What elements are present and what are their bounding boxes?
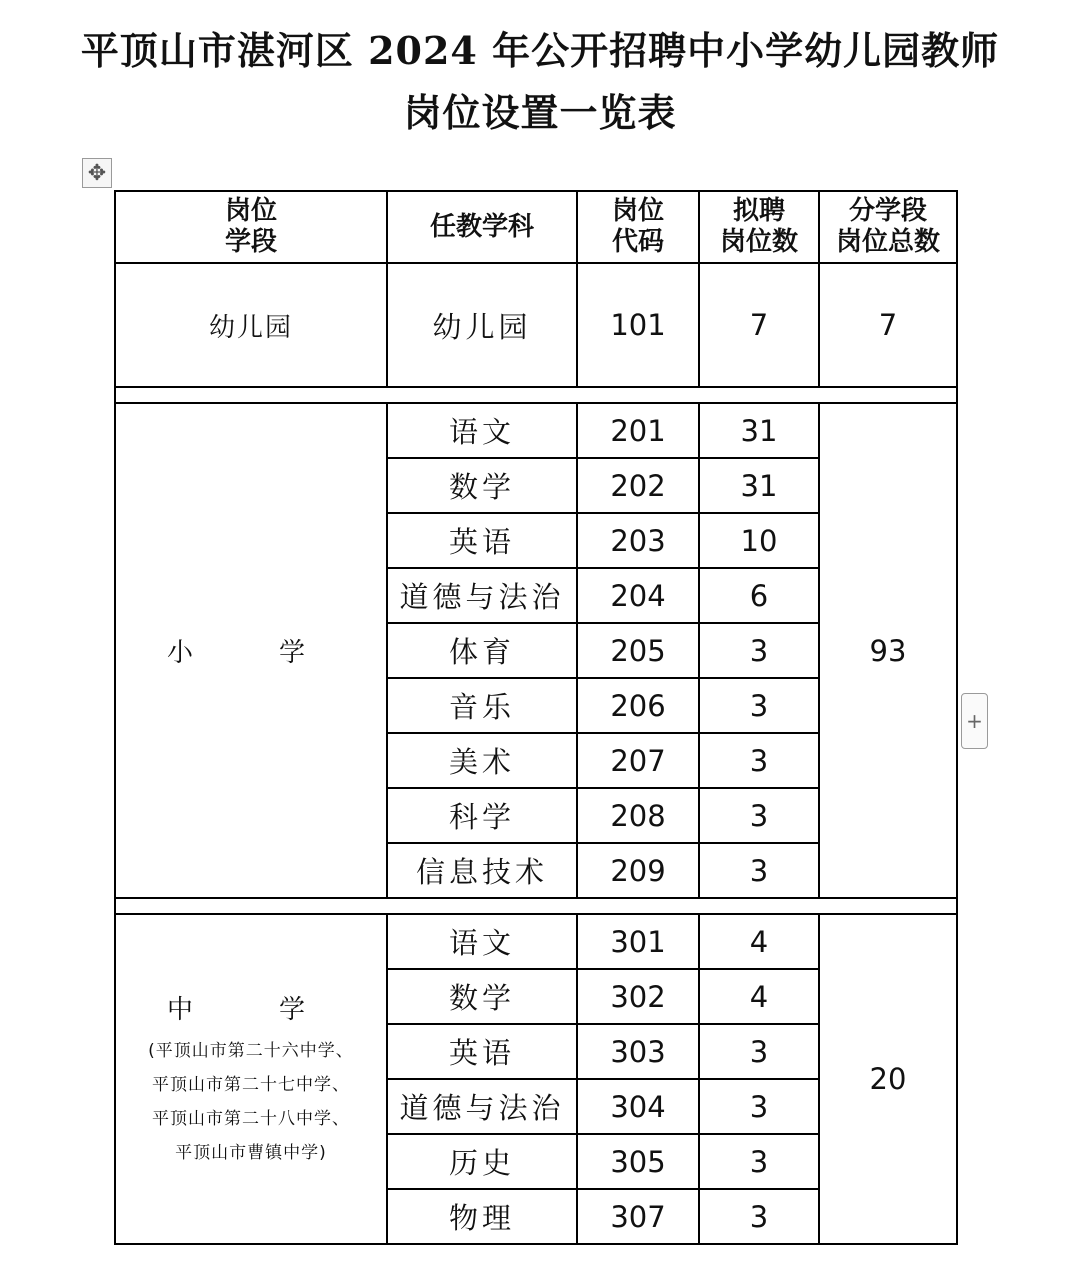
document-title-line2: 岗位设置一览表 (403, 90, 677, 135)
move-arrows-icon: ✥ (87, 160, 107, 186)
subject-cell: 历史 (387, 1134, 577, 1189)
table-row (115, 914, 957, 969)
subject-cell: 语文 (387, 914, 577, 969)
code-cell: 201 (577, 403, 699, 458)
subject-cell: 物理 (387, 1189, 577, 1244)
spacer-row (115, 898, 957, 914)
middle-stage-note: (平顶山市第二十六中学、 平顶山市第二十七中学、 平顶山市第二十八中学、 平顶山市曹镇中学) (148, 1040, 354, 1163)
kindergarten-stage: 幼儿园 (115, 263, 387, 387)
code-cell: 202 (577, 458, 699, 513)
count-cell: 3 (699, 623, 819, 678)
positions-table (114, 190, 958, 1245)
code-cell: 205 (577, 623, 699, 678)
subject-cell: 道德与法治 (387, 1079, 577, 1134)
kindergarten-total: 7 (819, 263, 957, 387)
table-move-handle[interactable] (82, 158, 112, 188)
code-cell: 307 (577, 1189, 699, 1244)
header-row (115, 191, 957, 263)
kindergarten-code: 101 (577, 263, 699, 387)
count-cell: 6 (699, 568, 819, 623)
code-cell: 208 (577, 788, 699, 843)
subject-cell: 美术 (387, 733, 577, 788)
plus-icon: + (966, 709, 983, 733)
subject-cell: 音乐 (387, 678, 577, 733)
count-cell: 4 (699, 914, 819, 969)
subject-cell: 语文 (387, 403, 577, 458)
subject-cell: 道德与法治 (387, 568, 577, 623)
code-cell: 302 (577, 969, 699, 1024)
count-cell: 3 (699, 1134, 819, 1189)
code-cell: 303 (577, 1024, 699, 1079)
subject-cell: 英语 (387, 513, 577, 568)
subject-cell: 科学 (387, 788, 577, 843)
subject-cell: 数学 (387, 969, 577, 1024)
count-cell: 3 (699, 1189, 819, 1244)
subject-cell: 体育 (387, 623, 577, 678)
middle-total: 20 (819, 914, 957, 1244)
count-cell: 4 (699, 969, 819, 1024)
header-total: 分学段 岗位总数 (819, 191, 957, 263)
code-cell: 206 (577, 678, 699, 733)
count-cell: 3 (699, 788, 819, 843)
primary-total: 93 (819, 403, 957, 898)
table-row (115, 403, 957, 458)
count-cell: 3 (699, 843, 819, 898)
primary-stage: 小 学 (115, 403, 387, 898)
header-code: 岗位 代码 (577, 191, 699, 263)
count-cell: 3 (699, 1024, 819, 1079)
count-cell: 3 (699, 1079, 819, 1134)
count-cell: 3 (699, 678, 819, 733)
spacer-row (115, 387, 957, 403)
middle-stage (115, 914, 387, 1244)
code-cell: 304 (577, 1079, 699, 1134)
add-column-button[interactable] (961, 693, 988, 749)
kindergarten-row (115, 263, 957, 387)
subject-cell: 英语 (387, 1024, 577, 1079)
document-title-line1: 平顶山市湛河区 2024 年公开招聘中小学幼儿园教师 (80, 28, 1000, 73)
count-cell: 10 (699, 513, 819, 568)
code-cell: 203 (577, 513, 699, 568)
subject-cell: 数学 (387, 458, 577, 513)
kindergarten-count: 7 (699, 263, 819, 387)
kindergarten-subject: 幼儿园 (387, 263, 577, 387)
code-cell: 305 (577, 1134, 699, 1189)
header-stage: 岗位 学段 (115, 191, 387, 263)
count-cell: 31 (699, 458, 819, 513)
header-subject: 任教学科 (387, 191, 577, 263)
code-cell: 207 (577, 733, 699, 788)
middle-stage-label: 中 学 (166, 994, 335, 1025)
subject-cell: 信息技术 (387, 843, 577, 898)
header-count: 拟聘 岗位数 (699, 191, 819, 263)
code-cell: 209 (577, 843, 699, 898)
count-cell: 31 (699, 403, 819, 458)
count-cell: 3 (699, 733, 819, 788)
code-cell: 301 (577, 914, 699, 969)
code-cell: 204 (577, 568, 699, 623)
